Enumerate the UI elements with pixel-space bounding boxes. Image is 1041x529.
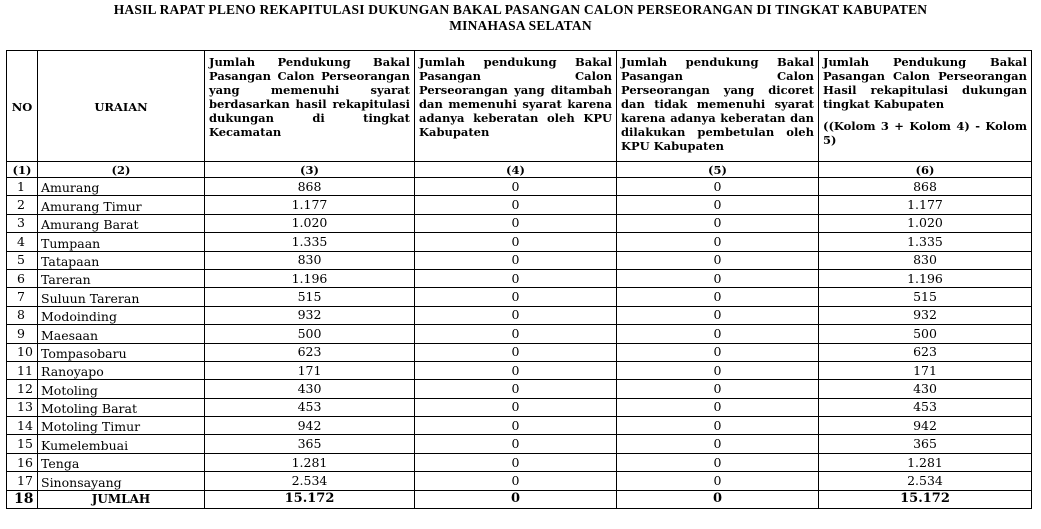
kecamatan-name: Maesaan — [38, 325, 205, 343]
header-col3: Jumlah Pendukung Bakal Pasangan Calon Perseorangan yang memenuhi syarat berdasarkan hasil rekapitulasi dukungan di tingkat Kecamatan — [205, 51, 415, 162]
total-col3: 15.172 — [205, 490, 415, 508]
kecamatan-name: Modoinding — [38, 306, 205, 324]
total-number: 18 — [7, 490, 38, 508]
value-col3: 868 — [205, 178, 415, 196]
kecamatan-name: Tenga — [38, 453, 205, 471]
value-col4: 0 — [415, 251, 617, 269]
total-col6: 15.172 — [819, 490, 1032, 508]
table-row — [7, 288, 1032, 306]
document-subtitle: MINAHASA SELATAN — [449, 18, 592, 33]
value-col3: 430 — [205, 380, 415, 398]
kecamatan-name: Sinonsayang — [38, 472, 205, 490]
value-col4: 0 — [415, 435, 617, 453]
value-col5: 0 — [617, 453, 819, 471]
value-col4: 0 — [415, 178, 617, 196]
value-col3: 932 — [205, 306, 415, 324]
value-col5: 0 — [617, 380, 819, 398]
kecamatan-name: Motoling Timur — [38, 417, 205, 435]
row-number: 4 — [7, 233, 38, 251]
value-col6: 1.281 — [819, 453, 1032, 471]
row-number: 15 — [7, 435, 38, 453]
header-col6-formula: ((Kolom 3 + Kolom 4) - Kolom 5) — [823, 119, 1027, 147]
value-col3: 2.534 — [205, 472, 415, 490]
value-col6: 942 — [819, 417, 1032, 435]
column-number: (3) — [205, 162, 415, 178]
kecamatan-name: Amurang Timur — [38, 196, 205, 214]
table-body — [7, 178, 1032, 509]
value-col5: 0 — [617, 214, 819, 232]
table-row — [7, 472, 1032, 490]
value-col3: 623 — [205, 343, 415, 361]
table-row — [7, 417, 1032, 435]
kecamatan-name: Tompasobaru — [38, 343, 205, 361]
table-row — [7, 325, 1032, 343]
value-col5: 0 — [617, 325, 819, 343]
column-number: (5) — [617, 162, 819, 178]
row-number: 2 — [7, 196, 38, 214]
value-col4: 0 — [415, 453, 617, 471]
value-col3: 1.196 — [205, 269, 415, 287]
value-col6: 1.177 — [819, 196, 1032, 214]
row-number: 8 — [7, 306, 38, 324]
value-col3: 1.020 — [205, 214, 415, 232]
total-label: JUMLAH — [38, 490, 205, 508]
row-number: 11 — [7, 361, 38, 379]
value-col6: 453 — [819, 398, 1032, 416]
value-col3: 1.281 — [205, 453, 415, 471]
row-number: 12 — [7, 380, 38, 398]
table-row — [7, 269, 1032, 287]
kecamatan-name: Amurang Barat — [38, 214, 205, 232]
total-col5: 0 — [617, 490, 819, 508]
recap-table — [6, 50, 1032, 509]
kecamatan-name: Tatapaan — [38, 251, 205, 269]
header-col6-main: Jumlah Pendukung Bakal Pasangan Calon Perseorangan Hasil rekapitulasi dukungan tingkat Kabupaten — [823, 55, 1027, 111]
table-row — [7, 196, 1032, 214]
value-col3: 365 — [205, 435, 415, 453]
value-col3: 1.177 — [205, 196, 415, 214]
value-col6: 430 — [819, 380, 1032, 398]
value-col5: 0 — [617, 233, 819, 251]
header-row — [7, 51, 1032, 162]
value-col5: 0 — [617, 435, 819, 453]
table-row — [7, 398, 1032, 416]
value-col4: 0 — [415, 361, 617, 379]
value-col4: 0 — [415, 288, 617, 306]
value-col3: 453 — [205, 398, 415, 416]
value-col4: 0 — [415, 196, 617, 214]
value-col4: 0 — [415, 398, 617, 416]
table-row — [7, 380, 1032, 398]
table-row — [7, 233, 1032, 251]
row-number: 1 — [7, 178, 38, 196]
value-col4: 0 — [415, 380, 617, 398]
kecamatan-name: Kumelembuai — [38, 435, 205, 453]
value-col4: 0 — [415, 233, 617, 251]
table-row — [7, 343, 1032, 361]
value-col4: 0 — [415, 269, 617, 287]
value-col5: 0 — [617, 417, 819, 435]
table-row — [7, 435, 1032, 453]
value-col3: 500 — [205, 325, 415, 343]
row-number: 10 — [7, 343, 38, 361]
table-row — [7, 214, 1032, 232]
value-col6: 1.196 — [819, 269, 1032, 287]
value-col6: 515 — [819, 288, 1032, 306]
value-col6: 932 — [819, 306, 1032, 324]
kecamatan-name: Suluun Tareran — [38, 288, 205, 306]
value-col3: 515 — [205, 288, 415, 306]
table-row — [7, 251, 1032, 269]
row-number: 7 — [7, 288, 38, 306]
value-col4: 0 — [415, 417, 617, 435]
header-no: NO — [7, 51, 38, 162]
value-col6: 830 — [819, 251, 1032, 269]
header-uraian: URAIAN — [38, 51, 205, 162]
value-col6: 868 — [819, 178, 1032, 196]
total-col4: 0 — [415, 490, 617, 508]
value-col3: 942 — [205, 417, 415, 435]
value-col3: 171 — [205, 361, 415, 379]
value-col6: 365 — [819, 435, 1032, 453]
value-col5: 0 — [617, 343, 819, 361]
value-col4: 0 — [415, 325, 617, 343]
kecamatan-name: Motoling Barat — [38, 398, 205, 416]
table-row — [7, 178, 1032, 196]
header-col6 — [819, 51, 1032, 162]
value-col6: 2.534 — [819, 472, 1032, 490]
column-number: (2) — [38, 162, 205, 178]
value-col3: 1.335 — [205, 233, 415, 251]
value-col6: 1.335 — [819, 233, 1032, 251]
row-number: 17 — [7, 472, 38, 490]
row-number: 9 — [7, 325, 38, 343]
document-title: HASIL RAPAT PLENO REKAPITULASI DUKUNGAN BAKAL PASANGAN CALON PERSEORANGAN DI TINGKAT KABUPATEN — [113, 2, 928, 17]
value-col4: 0 — [415, 472, 617, 490]
value-col6: 1.020 — [819, 214, 1032, 232]
column-number-row — [7, 162, 1032, 178]
value-col5: 0 — [617, 472, 819, 490]
value-col6: 500 — [819, 325, 1032, 343]
value-col5: 0 — [617, 196, 819, 214]
kecamatan-name: Amurang — [38, 178, 205, 196]
row-number: 14 — [7, 417, 38, 435]
value-col5: 0 — [617, 361, 819, 379]
total-row — [7, 490, 1032, 508]
value-col5: 0 — [617, 398, 819, 416]
column-number: (4) — [415, 162, 617, 178]
kecamatan-name: Tumpaan — [38, 233, 205, 251]
kecamatan-name: Ranoyapo — [38, 361, 205, 379]
row-number: 13 — [7, 398, 38, 416]
header-col4: Jumlah pendukung Bakal Pasangan Calon Perseorangan yang ditambah dan memenuhi syarat karena adanya keberatan oleh KPU Kabupaten — [415, 51, 617, 162]
column-number: (6) — [819, 162, 1032, 178]
value-col4: 0 — [415, 214, 617, 232]
table-row — [7, 306, 1032, 324]
table-row — [7, 361, 1032, 379]
value-col5: 0 — [617, 178, 819, 196]
header-col5: Jumlah pendukung Bakal Pasangan Calon Perseorangan yang dicoret dan tidak memenuhi syarat karena adanya keberatan dan dilakukan pembetulan oleh KPU Kabupaten — [617, 51, 819, 162]
row-number: 3 — [7, 214, 38, 232]
value-col3: 830 — [205, 251, 415, 269]
value-col6: 171 — [819, 361, 1032, 379]
row-number: 16 — [7, 453, 38, 471]
value-col5: 0 — [617, 306, 819, 324]
value-col4: 0 — [415, 343, 617, 361]
kecamatan-name: Motoling — [38, 380, 205, 398]
value-col4: 0 — [415, 306, 617, 324]
value-col5: 0 — [617, 269, 819, 287]
column-number: (1) — [7, 162, 38, 178]
value-col5: 0 — [617, 251, 819, 269]
value-col6: 623 — [819, 343, 1032, 361]
kecamatan-name: Tareran — [38, 269, 205, 287]
row-number: 5 — [7, 251, 38, 269]
row-number: 6 — [7, 269, 38, 287]
table-row — [7, 453, 1032, 471]
value-col5: 0 — [617, 288, 819, 306]
